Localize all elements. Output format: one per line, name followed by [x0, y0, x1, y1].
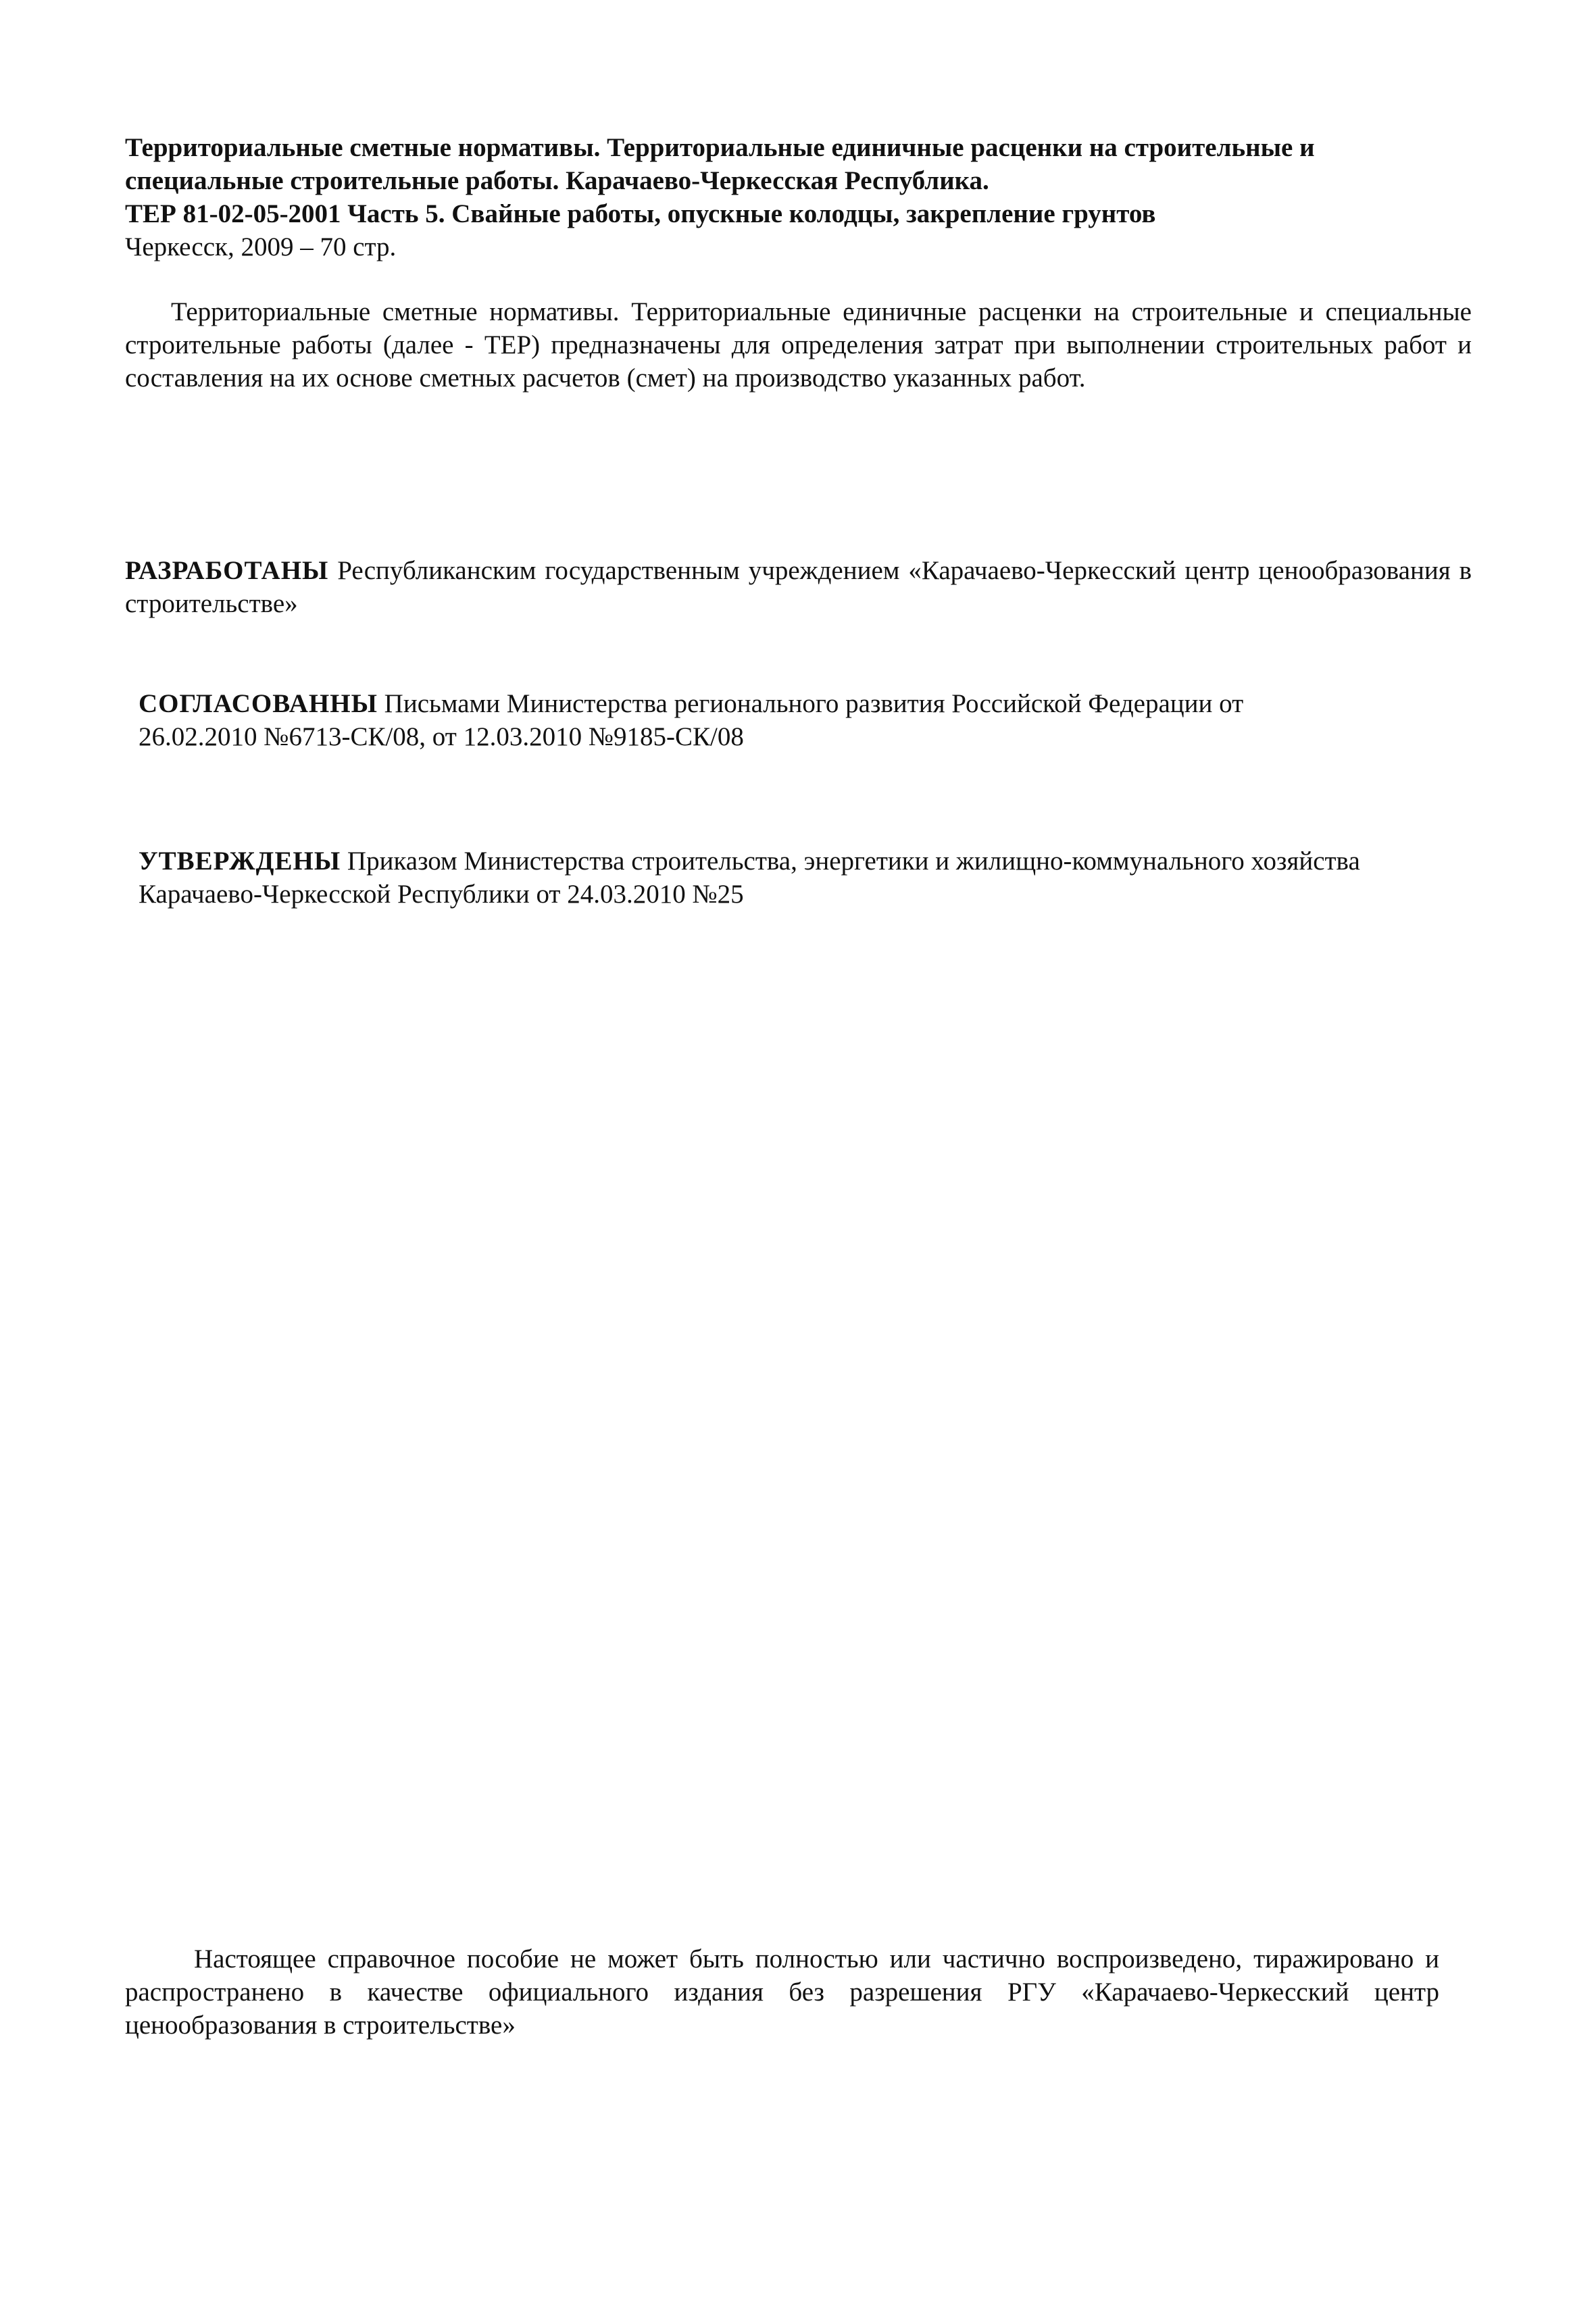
header-title-line-1: Территориальные сметные нормативы. Территориальные единичные расценки на строительные и [125, 133, 1315, 162]
approved-line-2: Карачаево-Черкесской Республики от 24.03.2010 №25 [139, 880, 744, 909]
header-imprint: Черкесск, 2009 – 70 стр. [125, 232, 397, 261]
agreed-line-2: 26.02.2010 №6713-СК/08, от 12.03.2010 №9185-СК/08 [139, 722, 744, 751]
agreed-text-1: Письмами Министерства регионального развития Российской Федерации от [377, 689, 1244, 718]
approved-paragraph [139, 845, 1463, 911]
agreed-line-1 [139, 687, 1463, 720]
header-title-line-2: специальные строительные работы. Карачаево-Черкесская Республика. [125, 166, 989, 195]
agreed-label: СОГЛАСОВАННЫ [139, 689, 378, 718]
copyright-notice: Настоящее справочное пособие не может быть полностью или частично воспроизведено, тиражировано и распространено в качестве официального издания без разрешения РГУ «Карачаево-Черкесский центр ценообразования в строительстве» [125, 1944, 1439, 2040]
developed-by-label: РАЗРАБОТАНЫ [125, 556, 329, 585]
approved-text-1: Приказом Министерства строительства, энергетики и жилищно-коммунального хозяйства [341, 847, 1360, 876]
developed-by-paragraph [125, 554, 1472, 620]
agreed-paragraph [139, 687, 1463, 753]
document-header [125, 131, 1476, 263]
approved-label: УТВЕРЖДЕНЫ [139, 847, 341, 876]
approved-line-1 [139, 845, 1463, 878]
developed-by-text: Республиканским государственным учреждением «Карачаево-Черкесский центр ценообразования в строительстве» [125, 556, 1472, 618]
header-code-line: ТЕР 81-02-05-2001 Часть 5. Свайные работы, опускные колодцы, закрепление грунтов [125, 199, 1156, 228]
intro-paragraph: Территориальные сметные нормативы. Территориальные единичные расценки на строительные и специальные строительные работы (далее - ТЕР) предназначены для определения затрат при выполнении строительных работ и составления на их основе сметных расчетов (смет) на производство указанных работ. [125, 297, 1472, 393]
